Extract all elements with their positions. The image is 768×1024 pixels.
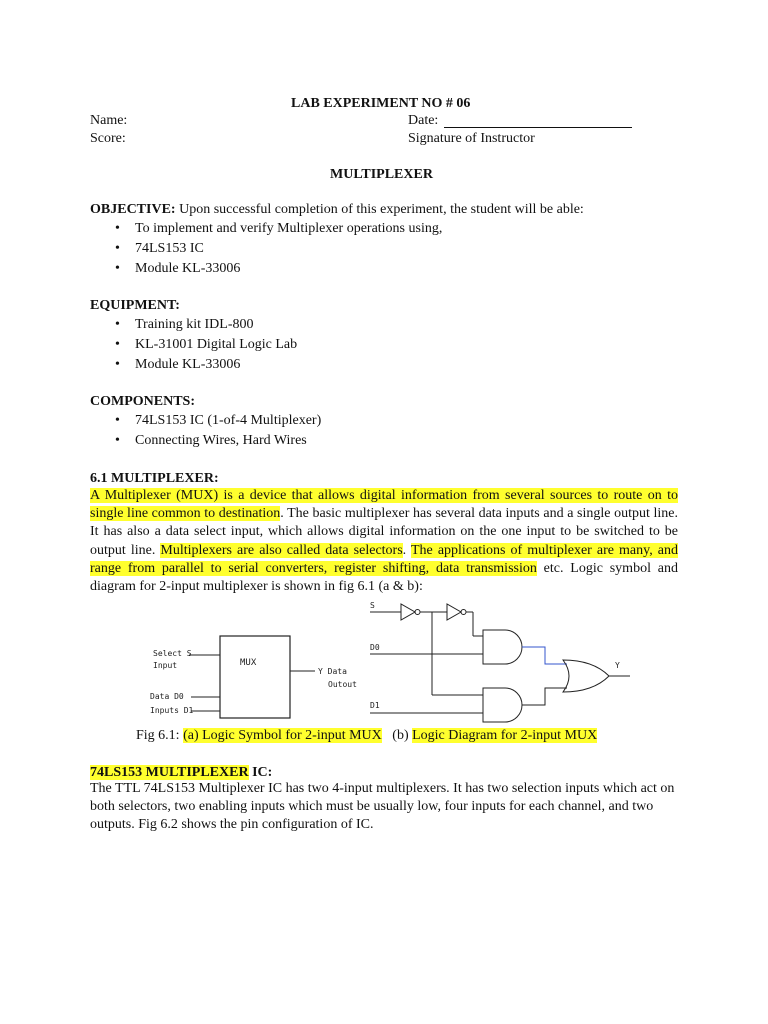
date-underline xyxy=(444,127,632,128)
objective-line xyxy=(90,201,584,218)
list-item: • KL-31001 Digital Logic Lab xyxy=(113,335,297,355)
svg-text:Y Data: Y Data xyxy=(318,667,347,676)
components-list xyxy=(113,411,321,451)
list-item: • Module KL-33006 xyxy=(113,259,442,279)
svg-text:Select S: Select S xyxy=(153,649,192,658)
signature-label: Signature of Instructor xyxy=(408,131,535,146)
figure-caption: Fig 6.1: (a) Logic Symbol for 2-input MUX (b) Logic Diagram for 2-input MUX xyxy=(136,728,598,743)
svg-text:Input: Input xyxy=(153,661,178,670)
equipment-heading: EQUIPMENT: xyxy=(90,298,180,313)
and-gate-2 xyxy=(483,688,522,722)
svg-text:D1: D1 xyxy=(370,701,380,710)
mux-box-label: MUX xyxy=(240,658,257,668)
svg-text:D0: D0 xyxy=(370,643,380,652)
or-gate xyxy=(563,660,609,692)
list-item: • 74LS153 IC xyxy=(113,239,442,259)
mux-box xyxy=(220,636,290,718)
equipment-list xyxy=(113,315,297,375)
svg-text:S: S xyxy=(370,601,375,610)
section-61-heading: 6.1 MULTIPLEXER: xyxy=(90,471,219,486)
svg-text:Data D0: Data D0 xyxy=(150,692,184,701)
objective-text: Upon successful completion of this experiment, the student will be able: xyxy=(175,202,584,217)
components-heading: COMPONENTS: xyxy=(90,394,195,409)
svg-text:Inputs D1: Inputs D1 xyxy=(150,706,194,715)
lab-title: LAB EXPERIMENT NO # 06 xyxy=(291,96,471,111)
svg-text:Y: Y xyxy=(615,661,620,670)
highlight-text: Multiplexers are also called data selectors xyxy=(160,542,403,558)
and-gate-1 xyxy=(483,630,522,664)
section-ic-heading: 74LS153 MULTIPLEXER IC: xyxy=(90,765,273,780)
list-item: • 74LS153 IC (1-of-4 Multiplexer) xyxy=(113,411,321,431)
figure-b-logic-diagram xyxy=(365,598,635,723)
section-61-paragraph: A Multiplexer (MUX) is a device that allows digital information from several sources to route on to single line common to destination. The basic multiplexer has several data inputs and a single output line. It has also a data select input, which allows digital information on the one input to be switched to be output line. Multiplexers are also called data selectors. The applications of multiplexer are many, and range from parallel to serial converters, register shifting, data transmission etc. Logic symbol and diagram for 2-input multiplexer is shown in fig 6.1 (a & b): xyxy=(90,488,679,595)
doc-title: MULTIPLEXER xyxy=(330,167,433,182)
highlight-text: The applications of multiplexer are many, and range from parallel to serial converters, register shifting, data transmission xyxy=(90,542,679,576)
list-item: • Module KL-33006 xyxy=(113,355,297,375)
section-ic-paragraph: The TTL 74LS153 Multiplexer IC has two 4-input multiplexers. It has two selection inputs which act on both selectors, two enabling inputs which must be usually low, four inputs for each channel, and two outputs. Fig 6.2 shows the pin configuration of IC. xyxy=(90,781,675,833)
date-label: Date: xyxy=(408,113,439,128)
name-label: Name: xyxy=(90,113,128,128)
inverter-1 xyxy=(401,604,415,620)
highlight-text: A Multiplexer (MUX) is a device that allows digital information from several sources to route on to single line common to destination xyxy=(90,488,678,522)
svg-text:Outout: Outout xyxy=(328,680,357,689)
objective-label: OBJECTIVE: xyxy=(90,202,176,217)
inverter-2 xyxy=(447,604,461,620)
list-item: • Connecting Wires, Hard Wires xyxy=(113,431,321,451)
figure-a-logic-symbol xyxy=(145,630,360,725)
list-item: • To implement and verify Multiplexer operations using, xyxy=(113,219,442,239)
objective-list xyxy=(113,219,442,279)
list-item: • Training kit IDL-800 xyxy=(113,315,297,335)
score-label: Score: xyxy=(90,131,126,146)
